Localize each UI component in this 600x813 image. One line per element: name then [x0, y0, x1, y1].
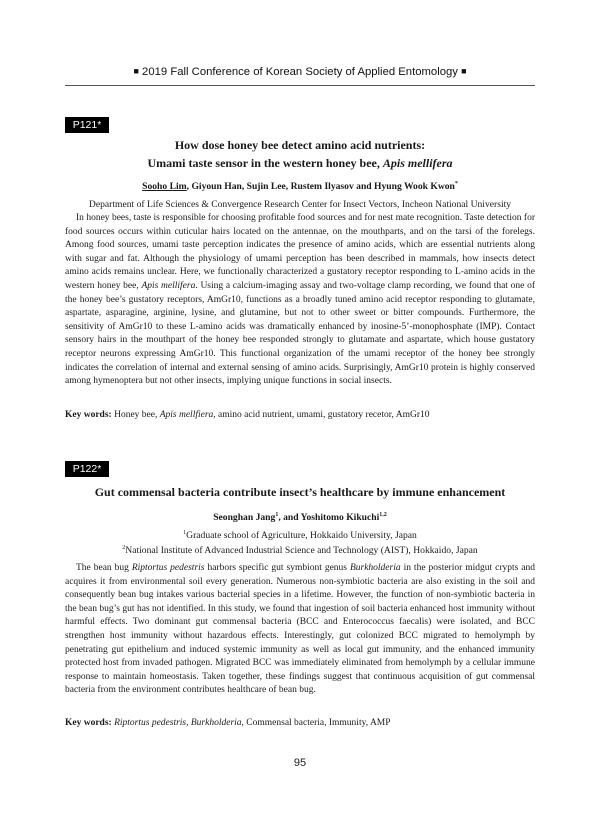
- header-rule: [65, 85, 535, 86]
- keywords-text-2: amino acid nutrient, umami, gustatory recetor, AmGr10: [215, 410, 430, 420]
- presenting-author: Sooho Lim: [142, 181, 187, 193]
- title-line-1: How dose honey bee detect amino acid nutrients:: [174, 138, 426, 152]
- abstract-id-badge: P122*: [65, 461, 109, 477]
- affiliation-2-text: National Institute of Advanced Industrial Science and Technology (AIST), Hokkaido, Japan: [125, 545, 478, 557]
- affiliation-2-mark: 2: [122, 545, 126, 552]
- abstract-species-1: Riptortus pedestris: [131, 563, 205, 573]
- abstract-genus: Burkholderia: [349, 563, 401, 573]
- abstract-text-a: The bean bug: [76, 563, 132, 573]
- conference-title: 2019 Fall Conference of Korean Society of Applied Entomology: [142, 66, 458, 78]
- abstract-text-2: . Using a calcium-imaging assay and two-voltage clamp recording, we found that one of the honey bee’s gustatory receptors, AmGr10, functions as a broadly tuned amino acid receptor responding to glutamate, aspartate, asparagine, arginine, lysine, and glutamine, but not to other sweet or bitter compounds. Furthermore, the sensitivity of AmGr10 to these L-amino acids was dramatically enhanced by inosine-5’-monophosphate (IMP). Contact sensory hairs in the mouthpart of the honey bee responded strongly to glutamate and aspartate, which house gustatory receptor neurons expressing AmGr10. This functional organization of the umami receptor of the honey bee strongly indicates the correlation of internal and external sensing of amino acids. Surprisingly, AmGr10 protein is highly conserved among hymenoptera but not other insects, implying unique functions in social insects.: [65, 280, 535, 387]
- corresponding-mark: *: [454, 181, 458, 187]
- keywords-species: Riptortus pedestris: [114, 718, 187, 728]
- affiliation-1: [65, 527, 535, 542]
- keywords-label: Key words:: [65, 410, 112, 420]
- abstract-title: [65, 137, 535, 172]
- page-number: 95: [293, 757, 307, 769]
- abstract-text-c: in the posterior midgut crypts and acquires it from environmental soil every generation. Numerous non-symbiotic bacteria are also existing in the soil and consequently bean bug intakes various bacterial species in a lifetime. However, the function of non-symbiotic bacteria in the bean bug’s gut has not identified. In this study, we found that ingestion of soil bacteria enhanced host immunity without harmful effects. Two dominant gut commensal bacteria (BCC and Enterococcus faecalis) were isolated, and BCC strengthen host immunity without hazardous effects. Interestingly, gut colonized BCC migrated to hemolymph by penetrating gut epithelium and induced systemic immunity as well as local gut immunity, and the enhanced immunity protected host from invaded pathogen. Migrated BCC was immediately eliminated from hemolymph by a cellular immune response to maintain homeostasis. Taken together, these findings suggest that continuous acquisition of gut commensal bacteria from the environment contributes healthcare of bean bug.: [65, 563, 536, 696]
- author-2-affil: 1,2: [379, 512, 387, 518]
- keywords-genus: Burkholderia: [190, 718, 242, 728]
- affiliation: Department of Life Sciences & Convergence Research Center for Insect Vectors, Incheon National University: [88, 199, 512, 210]
- abstract-text-1: In honey bees, taste is responsible for choosing profitable food sources and for nest mate recognition. Taste detection for food sources occurs within cuticular hairs located on the antennae, on the mouthparts, and on the tarsi of the forelegs. Among food sources, umami taste perception indicates the presence of amino acids, which are essential nutrients along with sugar and fat. Although the physiology of umami perception has been described in mammals, how insects detect amino acids remains unclear. Here, we functionally characterized a gustatory receptor responding to L-amino acids in the western honey bee,: [65, 213, 535, 291]
- keywords: [65, 718, 535, 728]
- author-1-affil: 1: [275, 512, 279, 518]
- keywords-species: Apis mellfiera,: [159, 410, 216, 420]
- header-square-right: ■: [461, 66, 467, 76]
- keywords-label: Key words:: [65, 718, 112, 728]
- keywords-text: , Commensal bacteria, Immunity, AMP: [241, 718, 391, 728]
- abstract-text-b: harbors specific gut symbiont genus: [204, 563, 350, 573]
- author-1: Seonghan Jang: [213, 512, 276, 524]
- keywords-text-1: Honey bee,: [111, 410, 160, 420]
- abstract-title: Gut commensal bacteria contribute insect’s healthcare by immune enhancement: [94, 485, 506, 499]
- title-line-2-text: Umami taste sensor in the western honey bee,: [147, 155, 383, 170]
- header-square-left: ■: [133, 66, 139, 76]
- affiliation-2: [65, 542, 535, 557]
- other-authors: , Giyoun Han, Sujin Lee, Rustem Ilyasov and Hyung Wook Kwon: [186, 181, 455, 193]
- abstract-body: [65, 562, 535, 698]
- author-2: , and Yoshitomo Kikuchi: [278, 512, 380, 524]
- affiliation-1-text: Graduate school of Agriculture, Hokkaido University, Japan: [186, 530, 417, 542]
- keywords-separator: ,: [186, 718, 191, 728]
- conference-header: [65, 66, 535, 78]
- affiliation-1-mark: 1: [183, 530, 187, 536]
- abstract-body: [65, 212, 535, 389]
- author-list: [65, 181, 535, 192]
- abstract-species: Apis mellifera: [141, 280, 196, 291]
- abstract-id-badge: P121*: [65, 117, 109, 133]
- affiliations: [65, 527, 535, 557]
- author-list: [65, 512, 535, 523]
- keywords: [65, 410, 535, 420]
- title-line-2: [65, 155, 535, 173]
- title-species: Apis mellifera: [382, 155, 453, 170]
